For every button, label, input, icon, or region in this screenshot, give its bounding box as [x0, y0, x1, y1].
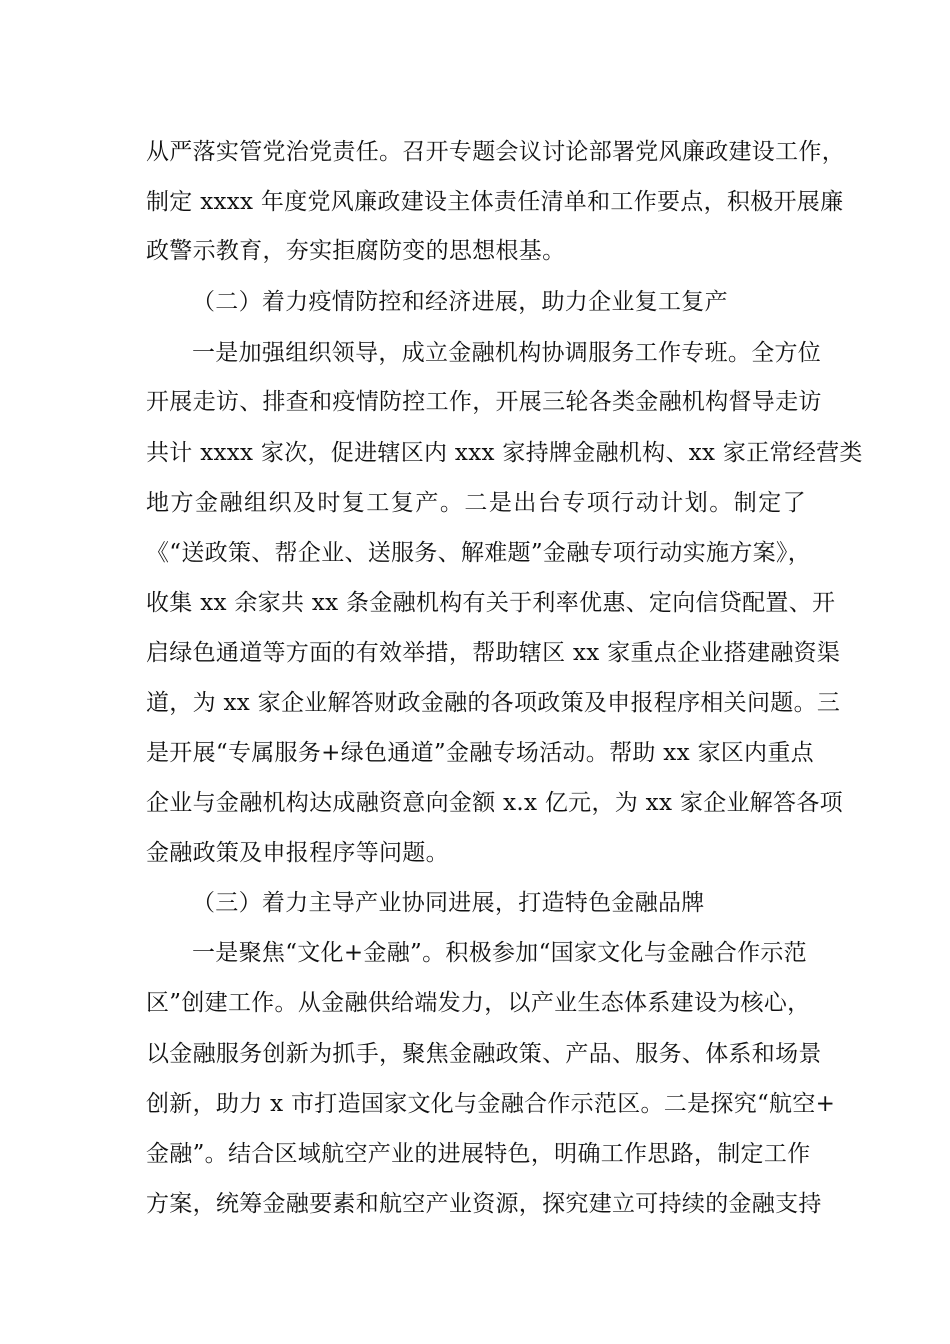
section-heading-2: （二）着力疫情防控和经济进展，助力企业复工复产 [192, 289, 728, 315]
paragraph-line: 政警示教育，夯实拒腐防变的思想根基。 [146, 238, 566, 264]
paragraph-line: 创新，助力 x 市打造国家文化与金融合作示范区。二是探究“航空+ [146, 1091, 836, 1117]
paragraph-line: 是开展“专属服务+绿色通道”金融专场活动。帮助 xx 家区内重点 [146, 740, 814, 766]
paragraph-line: 方案，统筹金融要素和航空产业资源，探究建立可持续的金融支持 [146, 1191, 822, 1217]
paragraph-line: 地方金融组织及时复工复产。二是出台专项行动计划。制定了 [146, 490, 806, 516]
paragraph-line: 制定 xxxx 年度党风廉政建设主体责任清单和工作要点，积极开展廉 [146, 189, 844, 215]
paragraph-line: 区”创建工作。从金融供给端发力，以产业生态体系建设为核心， [146, 990, 811, 1016]
paragraph-line: 《“送政策、帮企业、送服务、解难题”金融专项行动实施方案》， [146, 540, 812, 566]
paragraph-line: 以金融服务创新为抓手，聚焦金融政策、产品、服务、体系和场景 [146, 1041, 822, 1067]
paragraph-line: 金融政策及申报程序等问题。 [146, 840, 449, 866]
paragraph-line: 一是聚焦“文化+金融”。积极参加“国家文化与金融合作示范 [192, 940, 807, 966]
paragraph-line: 共计 xxxx 家次，促进辖区内 xxx 家持牌金融机构、xx 家正常经营类 [146, 440, 863, 466]
paragraph-line: 金融”。结合区域航空产业的进展特色，明确工作思路，制定工作 [146, 1141, 811, 1167]
paragraph-line: 启绿色通道等方面的有效举措，帮助辖区 xx 家重点企业搭建融资渠 [146, 640, 841, 666]
paragraph-line: 企业与金融机构达成融资意向金额 x.x 亿元，为 xx 家企业解答各项 [146, 790, 843, 816]
paragraph-line: 开展走访、排查和疫情防控工作，开展三轮各类金融机构督导走访 [146, 389, 822, 415]
paragraph-line: 从严落实管党治党责任。召开专题会议讨论部署党风廉政建设工作， [146, 139, 845, 165]
paragraph-line: 道，为 xx 家企业解答财政金融的各项政策及申报程序相关问题。三 [146, 690, 841, 716]
section-heading-3: （三）着力主导产业协同进展，打造特色金融品牌 [192, 890, 705, 916]
paragraph-line: 一是加强组织领导，成立金融机构协调服务工作专班。全方位 [192, 340, 822, 366]
paragraph-line: 收集 xx 余家共 xx 条金融机构有关于利率优惠、定向信贷配置、开 [146, 590, 836, 616]
